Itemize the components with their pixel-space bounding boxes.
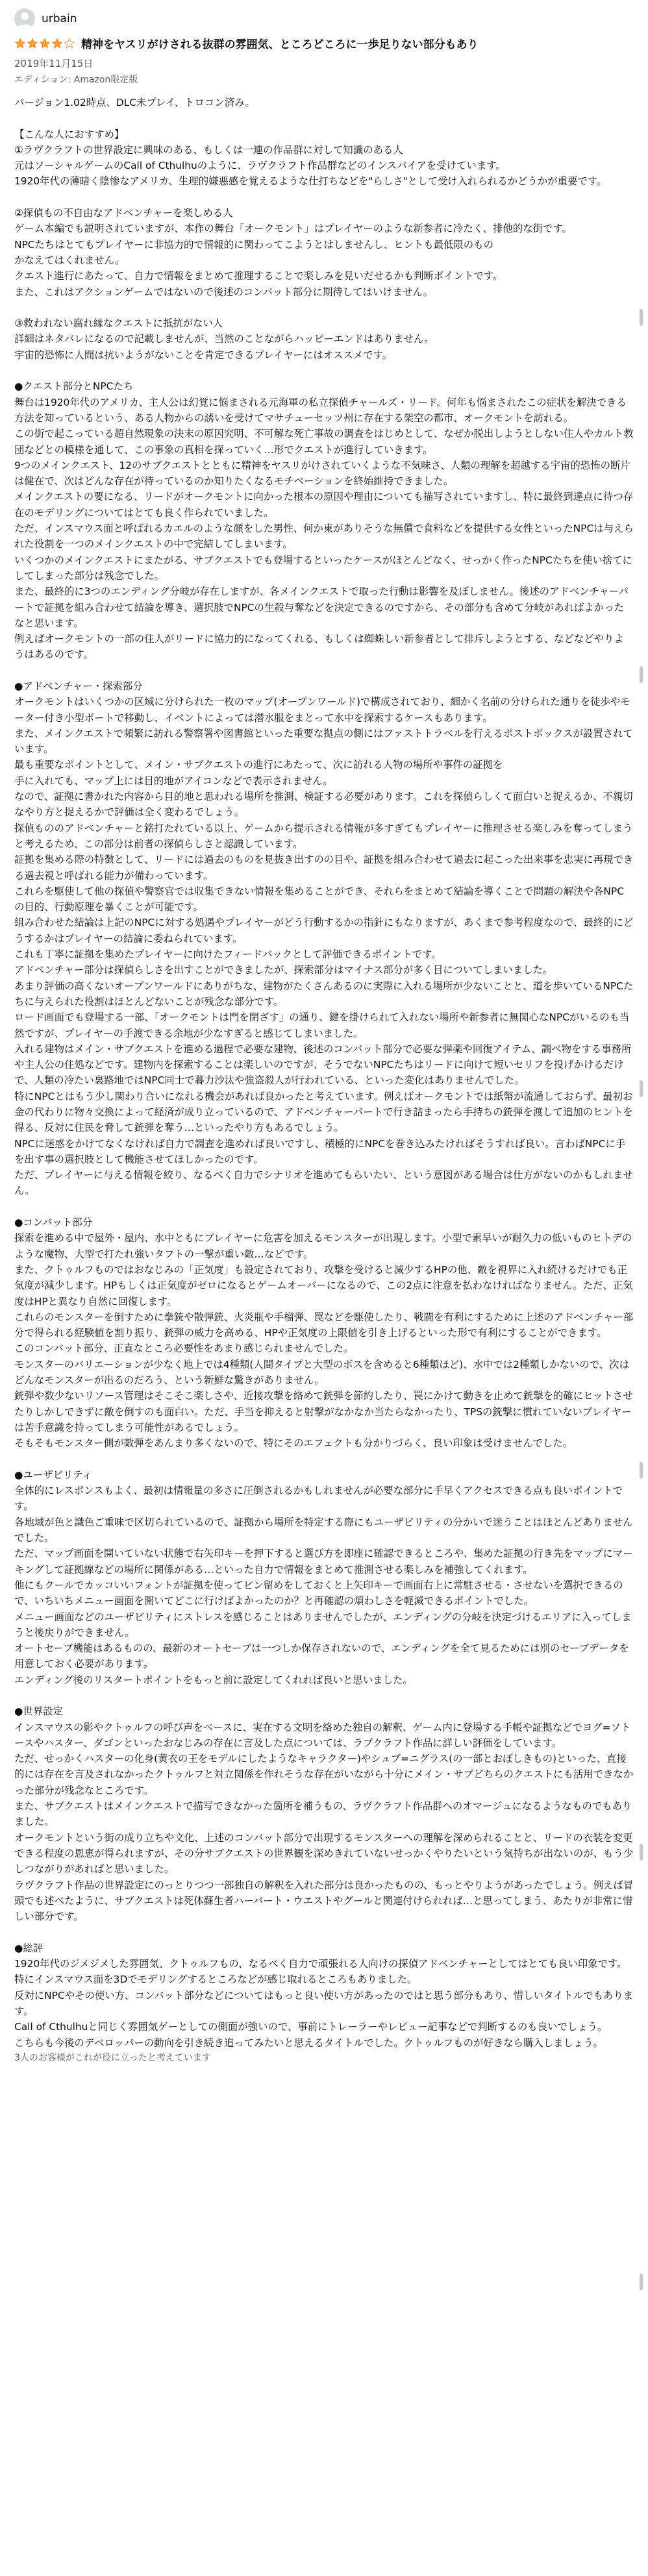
reviewer-header <box>14 6 634 31</box>
review-date: 2019年11月15日 <box>14 58 93 69</box>
star-filled-icon <box>27 38 38 49</box>
scrollbar-thumb[interactable] <box>640 1844 643 1861</box>
edition-label: エディション: Amazon限定版 <box>14 75 138 85</box>
avatar[interactable] <box>14 8 35 29</box>
scrollbar-thumb[interactable] <box>640 1462 643 1479</box>
review-title[interactable]: 精神をヤスリがけされる抜群の雰囲気、ところどころに一歩足りない部分もあり <box>81 38 479 51</box>
scrollbar-thumb[interactable] <box>640 309 643 326</box>
scrollbar-thumb[interactable] <box>640 1080 643 1097</box>
star-rating <box>14 38 76 49</box>
reviewer-name[interactable]: urbain <box>42 12 77 25</box>
helpful-count: 3人のお客様がこれが役に立ったと考えています <box>14 2052 211 2063</box>
star-filled-icon <box>51 38 63 49</box>
star-empty-icon <box>64 38 75 49</box>
star-filled-icon <box>39 38 51 49</box>
title-row <box>14 35 634 51</box>
scrollbar-thumb[interactable] <box>640 666 643 683</box>
star-filled-icon <box>14 38 26 49</box>
review-body: バージョン1.02時点、DLC未プレイ、トロコン済み。 【こんな人におすすめ】 ①ラヴクラフトの世界設定に興味のある、もしくは一連の作品群に対して知識のある人 元はソーシャルゲームのCall of Cthulhuのように、ラヴクラフト作品群などのインスパイアを受けています。 1920年代の薄暗く陰惨なアメリカ、生理的嫌悪感を覚えるような仕打ちなどを"らしさ"として受け入れられるかどうかが重要です。 ②探偵もの不自由なアドベンチャーを楽しめる人 ゲーム本編でも説明されていますが、本作の舞台「オークモント」はプレイヤーのような新参者に冷たく、排他的な街です。 NPCたちはとてもプレイヤーに非協力的で情報的に関わってこようとはしませんし、ヒントも最低限のもの かなえてはくれません。 クエスト進行にあたって、自力で情報をまとめて推理することで楽しみを見いだせるかも判断ポイントです。 また、これはアクションゲームではないので後述のコンバット部分に期待してはいけません。 ③救われない腐れ縁なクエストに抵抗がない人 詳細はネタバレになるので記載しませんが、当然のことながらハッピーエンドはありません。 宇宙的恐怖に人間は抗いようがないことを肯定できるプレイヤーにはオススメです。 ●クエスト部分とNPCたち 舞台は1920年代のアメリカ、主人公は幻覚に悩まされる元海軍の私立探偵チャールズ・リード。何年も悩まされたこの症状を解決できる方法を知っているという、ある人物からの誘いを受けてマサチューセッツ州に存在する架空の都市、オークモントを訪れる。 この街で起こっている超自然現象の決末の原因究明、不可解な死亡事故の調査をはじめとして、なぜか脱出しようとしない住人やカルト教団などとの模様を通して、この事象の真相を探っていく…形でクエストが進行していきます。 9つのメインクエスト、12のサブクエストとともに精神をヤスリがけされていくような不気味さ、人類の理解を超越する宇宙的恐怖の断片は健在で、次はどんな存在が待っているのか知りたくなるモチベーションを終始維持できました。 メインクエストの要になる、リードがオークモントに向かった根本の原因や理由についても描写されていますし、特に最終到達点に待つ存在のモデリングについてはとても良く作られていました。 ただ、インスマウス面と呼ばれるカエルのような顔をした男性、何か東がありそうな無償で食料などを提供する女性といったNPCは与えられた役割を一つのメインクエストの中で完結してしまいます。 いくつかのメインクエストにまたがる、サブクエストでも登場するといったケースがほとんどなく、せっかく作ったNPCたちを使い捨てにしてしまった部分は残念でした。 また、最終的に3つのエンディング分岐が存在しますが、各メインクエストで取った行動は影響を及ぼしません。後述のアドベンチャーパートで証拠を組み合わせて結論を導き、選択肢でNPCの生殺与奪などを決定できるのですから、その部分も含めて分岐があればよかったなと思います。 例えばオークモントの一部の住人がリードに協力的になってくれる、もしくは蜘蛛しい新参者として排斥しようとする、などなどやりようはあるのです。 ●アドベンチャー・探索部分 オークモントはいくつかの区域に分けられた一枚のマップ(オープンワールド)で構成されており、細かく名前の分けられた通りを徒歩やモーター付き小型ボートで移動し、イベントによっては潜水服をまとって水中を探索するケースもあります。 また、メインクエストで頻繁に訪れる警察署や図書館といった重要な拠点の側にはファストトラベルを行えるポストボックスが設置されています。 最も重要なポイントとして、メイン・サブクエストの進行にあたって、次に訪れる人物の場所や事件の証拠を 手に入れても、マップ上には目的地がアイコンなどで表示されません。 なので、証拠に書かれた内容から目的地と思われる場所を推測、検証する必要があります。これを探偵らしくて面白いと捉えるか、不親切なやり方と捉えるかで評価は全く変わるでしょう。 探偵もののアドベンチャーと銘打たれている以上、ゲームから提示される情報が多すぎてもプレイヤーに推理させる楽しみを奪ってしまうと考えるため、この部分は前者の探偵らしさと認識しています。 証拠を集める際の特徴として、リードには過去のものを見抜き出すのの目や、証拠を組み合わせて過去に起こった出来事を忠実に再現できる過去視と呼ばれる能力が備わっています。 これらを駆使して他の探偵や警察官では収集できない情報を集めることができ、それらをまとめて結論を導くことで問題の解決や各NPCの目的、行動原理を暴くことが可能です。 組み合わせた結論は上記のNPCに対する処遇やプレイヤーがどう行動するかの指針にもなりますが、あくまで参考程度なので、最終的にどうするかはプレイヤーの結論に委ねられています。 これも丁寧に証拠を集めたプレイヤーに向けたフィードバックとして評価できるポイントです。 アドベンチャー部分は探偵らしさを出すことができましたが、探索部分はマイナス部分が多く目についてしまいました。 あまり評価の高くないオープンワールドにありがちな、建物がたくさんあるのに実際に入れる場所が少ないことと、道を歩いているNPCたちに与えられた役割はほとんどないことが残念な部分です。 ロード画面でも登場する一部、「オークモントは門を閉ざす」の通り、鍵を掛けられて入れない場所や新参者に無関心なNPCがいるのも当然ですが、プレイヤーの手渡できる余地が少なすぎると感じてしまいました。 入れる建物はメイン・サブクエストを進める過程で必要な建物、後述のコンバット部分で必要な弾薬や回復アイテム、調べ物をする事務所や主人公の住処などです。建物内を探索することは楽しいのですが、そうでないNPCたちはリードに向けて短いセリフを投げかけるだけで、人類の冷たい裏路地ではNPC同士で暮力沙汰や強盗殺人が行われている、といった変化はありませんでした。 特にNPCとはもう少し関わり合いになれる機会があれば良かったと考えています。例えばオークモントでは紙幣が流通しておらず、最初お金の代わりに物々交換によって経済が成り立っているので、アドベンチャーパートで行き詰まったら手持ちの銃弾を渡して追加のヒントを得る、反対に住民を脅して銃弾を奪う…といったやり方もあるでしょう。 NPCに迷惑をかけてなくなければ自力で調査を進めれば良いですし、積極的にNPCを巻き込みたければそうすれば良い。言わばNPCに手を出す事の選択肢として機能させてほしかったのです。 ただ、プレイヤーに与える情報を絞り、なるべく自力でシナリオを進めてもらいたい、という意図がある場合は仕方がないのかもしれません。 ●コンバット部分 探索を進める中で屋外・屋内、水中ともにプレイヤーに危害を加えるモンスターが出現します。小型で素早いが耐久力の低いものヒトデのような魔物、大型で打たれ強いタフトの一撃が重い敵…などです。 また、クトゥルフものではおなじみの「正気度」も設定されており、攻撃を受けると減少するHPの他、敵を視界に入れ続けるだけでも正気度が減少します。HPもしくは正気度がゼロになるとゲームオーバーになるので、この2点に注意を払わなければなりません。ただ、正気度はHPと異なり自然に回復します。 これらのモンスターを倒すために拳銃や散弾銃、火炎瓶や手榴弾、罠などを駆使したり、戦闘を有利にするために上述のアドベンチャー部分で得られる経験値を割り振り、銃弾の威力を高める、HPや正気度の上限値を引き上げるといった形で有利にすることができます。 このコンバット部分、正直なところ必要性をあまり感じられませんでした。 モンスターのバリエーションが少なく地上では4種類(人間タイプと大型のボスを含めると6種類ほど)、水中では2種類しかないので、次はどんなモンスターが出るのだろう、という新鮮な驚きがありません。 銃弾や数少ないリソース管理はそこそこ楽しさや、近接攻撃を絡めて銃弾を節約したり、罠にかけて動きを止めて銃撃を的確にヒットさせたりしかしできずに敵を倒すのも面白い。ただ、手当を抑えると射撃がなかなか当たらなかったり、TPSの銃撃に慣れていないプレイヤーは苦手意識を持ってしまう可能性があるでしょう。 そもそもモンスター側が敵弾をあんまり多くないので、特にそのエフェクトも分かりづらく、良い印象は受けませんでした。 ●ユーザビリティ 全体的にレスポンスもよく、最初は情報量の多さに圧倒されるかもしれませんが必要な部分に手早くアクセスできる点も良いポイントです。 各地域が色と識色ご重味で区切られているので、証拠から場所を特定する際にもユーザビリティの分かいで迷うことはほとんどありませんでした。 ただ、マップ画面を開いていない状態で右矢印キーを押下すると選び方を即座に確認できるところや、集めた証拠の行き先をマップにマーキングして証拠線などの場所に関係がある…といった自力で情報をまとめて推測させる楽しみを補強してくれます。 他にもクールでカッコいいフォントが証拠を使ってピン留めをしておくと上矢印キーで画面右上に常駐させる・させないを選択できるので、いちいちメニュー画面を開いてどこに行けばよかったのか？と再確認の煩わしさを軽減できるポイントでした。 メニュー画面などのユーザビリティにストレスを感じることはありませんでしたが、エンディングの分岐を決定づけるエリアに入ってしまうと後戻りができません。 オートセーブ機能はあるものの、最新のオートセーブは一つしか保存されないので、エンディングを全て見るためには別のセーブデータを用意しておく必要があります。 エンディング後のリスタートポイントをもっと前に設定してくれれば良いと思いました。 ●世界設定 インスマウスの影やクトゥルフの呼び声をベースに、実在する文明を絡めた独自の解釈、ゲーム内に登場する手帳や証拠などでヨグ=ソトースやハスター、ダゴンといったおなじみの存在に言及した点については、ラブクラフト作品に詳しい評価をしています。 ただ、せっかくハスターの化身(黄衣の王をモデルにしたようなキャラクター)やシュブ=ニグラス(の一部とおぼしきもの)といった、直接的には存在を言及されなかったクトゥルフと対立関係を作れそうな存在がいながら十分にメイン・サブどちらのクエストにも活用できなかった部分が残念なところです。 また、サブクエストはメインクエストで描写できなかった箇所を補うもの、ラヴクラフト作品群へのオマージュになるようなものでもありました。 オークモントという街の成り立ちや文化、上述のコンバット部分で出現するモンスターへの理解を深められることと、リードの衣装を変更できる程度の恩恵が得られますが、その分サブクエストの世界観を深めきれていないせっかくやりたいという気持ちが出ないのが、もう少しつながりがあればと思いました。 ラヴクラフト作品の世界設定にのっとりつつ一部独自の解釈を入れた部分は良かったものの、もっとやりようがあったでしょう。例えば冒頭でも述べたように、サブクエストは死体蘇生者ハーバート・ウエストやグールと関連付けられれば…と思ってしまう、あたりが非常に惜しい部分です。 ●総評 1920年代のジメジメした雰囲気、クトゥルフもの、なるべく自力で頑張れる人向けの探偵アドベンチャーとしてはとても良い印象です。特にインスマウス面を3Dでモデリングするところなどが感じ取れるところもありました。 反対にNPCやその使い方、コンバット部分などについてはもっと良い使い方があったのではと思う部分もあり、惜しいタイトルでもあります。 Call of Cthulhuと同じく雰囲気ゲーとしての側面が強いので、事前にトレーラーやレビュー記事などで判断するのも良いでしょう。 こちらも今後のデベロッパーの動向を引き続き追ってみたいと思えるタイトルでした。クトゥルフものが好きなら購入しましょう。 <box>14 97 634 2049</box>
scrollbar-thumb[interactable] <box>640 2273 643 2290</box>
user-silhouette-icon <box>14 8 35 29</box>
